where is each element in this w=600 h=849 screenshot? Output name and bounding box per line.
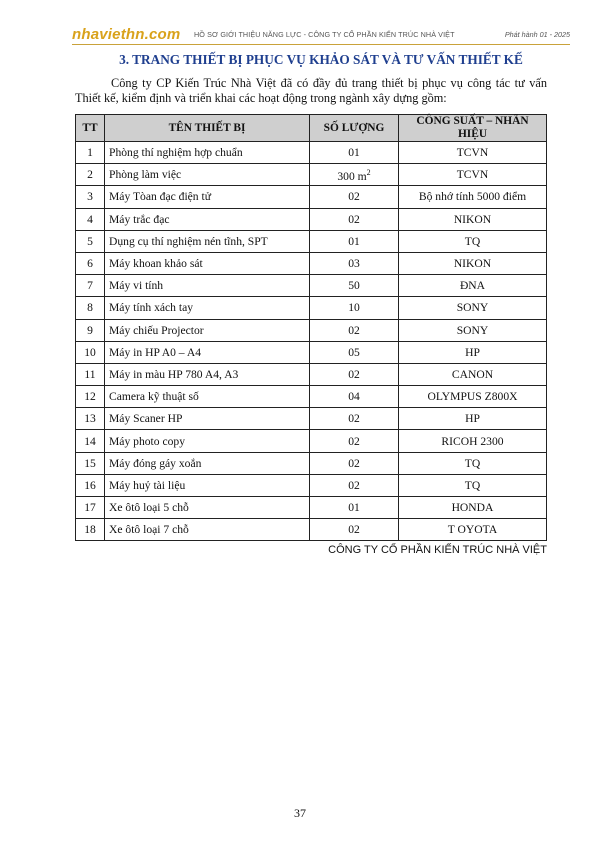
table-header-row [76,115,547,142]
cell-tt [76,319,105,341]
cell-capacity-brand [399,430,547,452]
cell-capacity-brand [399,341,547,363]
cell-capacity-brand-text: SONY [456,323,489,337]
cell-quantity-text: 04 [348,390,360,404]
cell-equipment-name-text: Xe ôtô loại 5 chỗ [109,501,189,515]
cell-capacity-brand-text: TCVN [456,168,489,182]
cell-capacity-brand [399,474,547,496]
cell-quantity [310,186,399,208]
cell-equipment-name-text: Máy trắc đạc [109,212,170,226]
cell-equipment-name [105,408,310,430]
cell-capacity-brand [399,142,547,164]
table-row [76,319,547,341]
cell-tt-text: 5 [87,234,93,248]
cell-equipment-name [105,142,310,164]
cell-capacity-brand [399,363,547,385]
table-row [76,430,547,452]
issue-label: Phát hành 01 - 2025 [504,30,570,39]
cell-quantity [310,497,399,519]
cell-equipment-name [105,252,310,274]
cell-tt-text: 11 [84,367,96,381]
cell-quantity [310,297,399,319]
cell-quantity-text: 01 [348,501,360,515]
cell-equipment-name [105,319,310,341]
cell-quantity-text: 02 [348,190,360,204]
cell-capacity-brand [399,164,547,186]
cell-capacity-brand [399,275,547,297]
cell-tt-text: 10 [84,345,96,359]
page-number: 37 [294,806,306,820]
page-header [72,26,570,46]
cell-tt [76,452,105,474]
cell-capacity-brand [399,252,547,274]
cell-quantity [310,319,399,341]
header-tt: TT [76,115,105,142]
cell-capacity-brand [399,519,547,541]
cell-quantity-text: 03 [348,257,360,271]
cell-tt-text: 9 [87,323,93,337]
cell-capacity-brand [399,452,547,474]
cell-quantity [310,275,399,297]
cell-equipment-name-text: Máy huỷ tài liệu [109,478,186,492]
cell-tt [76,208,105,230]
unit-superscript: 2 [366,168,371,178]
cell-equipment-name [105,275,310,297]
cell-equipment-name [105,519,310,541]
section-title: 3. TRANG THIẾT BỊ PHỤC VỤ KHẢO SÁT VÀ TƯ VẤN THIẾT KẾ [119,52,523,67]
cell-tt [76,341,105,363]
cell-equipment-name-text: Máy in màu HP 780 A4, A3 [109,367,239,381]
table-row [76,452,547,474]
cell-tt-text: 1 [87,146,93,160]
cell-quantity [310,452,399,474]
cell-quantity-text: 02 [348,323,360,337]
cell-quantity-text: 02 [348,212,360,226]
cell-capacity-brand-text: Bộ nhớ tính 5000 điểm [418,190,527,204]
table-row [76,252,547,274]
table-row [76,164,547,186]
cell-tt [76,230,105,252]
table-body [76,142,547,541]
cell-tt-text: 4 [87,212,93,226]
header-equipment-name: TÊN THIẾT BỊ [105,115,310,142]
cell-equipment-name [105,208,310,230]
cell-quantity-text: 02 [348,478,360,492]
cell-capacity-brand-text: SONY [456,301,489,315]
cell-capacity-brand [399,208,547,230]
cell-equipment-name [105,474,310,496]
cell-capacity-brand [399,408,547,430]
cell-tt-text: 3 [87,190,93,204]
cell-capacity-brand-text: TQ [464,478,481,492]
cell-tt [76,386,105,408]
table-row [76,186,547,208]
table-row [76,208,547,230]
cell-quantity [310,386,399,408]
cell-quantity-text: 50 [348,279,360,293]
cell-capacity-brand-text: NIKON [453,212,492,226]
header-quantity: SỐ LƯỢNG [310,115,399,142]
cell-tt-text: 16 [84,478,96,492]
cell-quantity [310,142,399,164]
cell-capacity-brand [399,230,547,252]
cell-quantity [310,230,399,252]
cell-quantity [310,341,399,363]
equipment-table [75,114,547,541]
cell-equipment-name-text: Máy in HP A0 – A4 [109,345,202,359]
cell-quantity-text: 02 [348,367,360,381]
cell-capacity-brand-text: T OYOTA [447,523,498,537]
cell-quantity-text: 01 [348,146,360,160]
cell-equipment-name-text: Dụng cụ thí nghiệm nén tĩnh, SPT [109,234,268,248]
cell-quantity [310,474,399,496]
cell-quantity-text: 02 [348,456,360,470]
cell-quantity-text: 02 [348,523,360,537]
cell-capacity-brand-text: ĐNA [459,279,486,293]
cell-quantity [310,164,399,186]
header-divider [72,44,570,45]
cell-quantity [310,208,399,230]
cell-capacity-brand-text: CANON [451,367,494,381]
cell-tt [76,430,105,452]
cell-equipment-name-text: Máy tính xách tay [109,301,194,315]
cell-tt [76,164,105,186]
cell-tt [76,142,105,164]
cell-equipment-name [105,386,310,408]
cell-quantity [310,252,399,274]
table-row [76,297,547,319]
cell-quantity [310,519,399,541]
cell-tt-text: 18 [84,523,96,537]
table-row [76,341,547,363]
cell-capacity-brand [399,386,547,408]
cell-quantity-text: 300 m [337,170,367,184]
table-row [76,363,547,385]
cell-tt-text: 6 [87,257,93,271]
cell-equipment-name [105,164,310,186]
cell-capacity-brand [399,186,547,208]
cell-capacity-brand [399,497,547,519]
cell-equipment-name-text: Xe ôtô loại 7 chỗ [109,523,189,537]
cell-capacity-brand-text: TCVN [456,146,489,160]
table-row [76,408,547,430]
cell-tt [76,252,105,274]
header-title: HỒ SƠ GIỚI THIỆU NĂNG LỰC - CÔNG TY CỔ PHẦN KIẾN TRÚC NHÀ VIỆT [194,30,455,39]
cell-equipment-name [105,452,310,474]
cell-tt-text: 15 [84,456,96,470]
cell-tt [76,497,105,519]
header-capacity-brand: CÔNG SUẤT – NHÃN HIỆU [399,115,547,142]
cell-capacity-brand-text: OLYMPUS Z800X [427,390,518,404]
cell-capacity-brand-text: RICOH 2300 [441,434,504,448]
table-row [76,275,547,297]
cell-tt-text: 14 [84,434,96,448]
cell-quantity-text: 10 [348,301,360,315]
cell-tt-text: 17 [84,501,96,515]
cell-equipment-name-text: Máy photo copy [109,434,185,448]
cell-tt-text: 8 [87,301,93,315]
cell-equipment-name [105,430,310,452]
cell-tt-text: 2 [87,168,93,182]
site-logo: nhaviethn.com [72,26,181,43]
cell-tt [76,186,105,208]
cell-tt [76,297,105,319]
cell-capacity-brand-text: TQ [464,456,481,470]
cell-quantity-text: 05 [348,345,360,359]
cell-equipment-name-text: Máy chiếu Projector [109,323,204,337]
company-signature: CÔNG TY CỔ PHẦN KIẾN TRÚC NHÀ VIỆT [328,544,547,556]
cell-quantity-text: 01 [348,234,360,248]
cell-equipment-name-text: Máy Tòan đạc điện tử [109,190,212,204]
cell-tt [76,275,105,297]
cell-capacity-brand [399,297,547,319]
cell-equipment-name-text: Máy Scaner HP [109,412,183,426]
cell-quantity [310,363,399,385]
cell-tt-text: 13 [84,412,96,426]
table-row [76,230,547,252]
cell-equipment-name [105,363,310,385]
cell-equipment-name [105,297,310,319]
intro-paragraph: Công ty CP Kiến Trúc Nhà Việt đã có đầy đủ trang thiết bị phục vụ công tác tư vấn Thiết kế, kiểm định và triển khai các hoạt động trong ngành xây dựng gồm: [75,76,547,105]
cell-capacity-brand-text: NIKON [453,257,492,271]
cell-capacity-brand-text: TQ [464,234,481,248]
cell-tt [76,474,105,496]
cell-equipment-name-text: Phòng làm việc [109,168,182,182]
cell-equipment-name [105,341,310,363]
table-row [76,386,547,408]
table-row [76,474,547,496]
cell-tt [76,408,105,430]
cell-quantity [310,408,399,430]
table-row [76,497,547,519]
cell-capacity-brand [399,319,547,341]
cell-equipment-name [105,497,310,519]
cell-equipment-name-text: Phòng thí nghiệm hợp chuẩn [109,146,243,160]
cell-equipment-name [105,186,310,208]
table-row [76,519,547,541]
cell-equipment-name-text: Máy vi tính [109,279,164,293]
cell-tt-text: 7 [87,279,93,293]
cell-tt [76,363,105,385]
cell-tt [76,519,105,541]
cell-equipment-name-text: Máy khoan khảo sát [109,257,203,271]
cell-capacity-brand-text: HP [465,412,480,426]
cell-equipment-name-text: Máy đóng gáy xoắn [109,456,202,470]
cell-equipment-name-text: Camera kỹ thuật số [109,390,199,404]
cell-equipment-name [105,230,310,252]
cell-capacity-brand-text: HONDA [451,501,494,515]
cell-quantity-text: 02 [348,434,360,448]
cell-tt-text: 12 [84,390,96,404]
table-row [76,142,547,164]
cell-capacity-brand-text: HP [465,345,480,359]
cell-quantity-text: 02 [348,412,360,426]
cell-quantity [310,430,399,452]
